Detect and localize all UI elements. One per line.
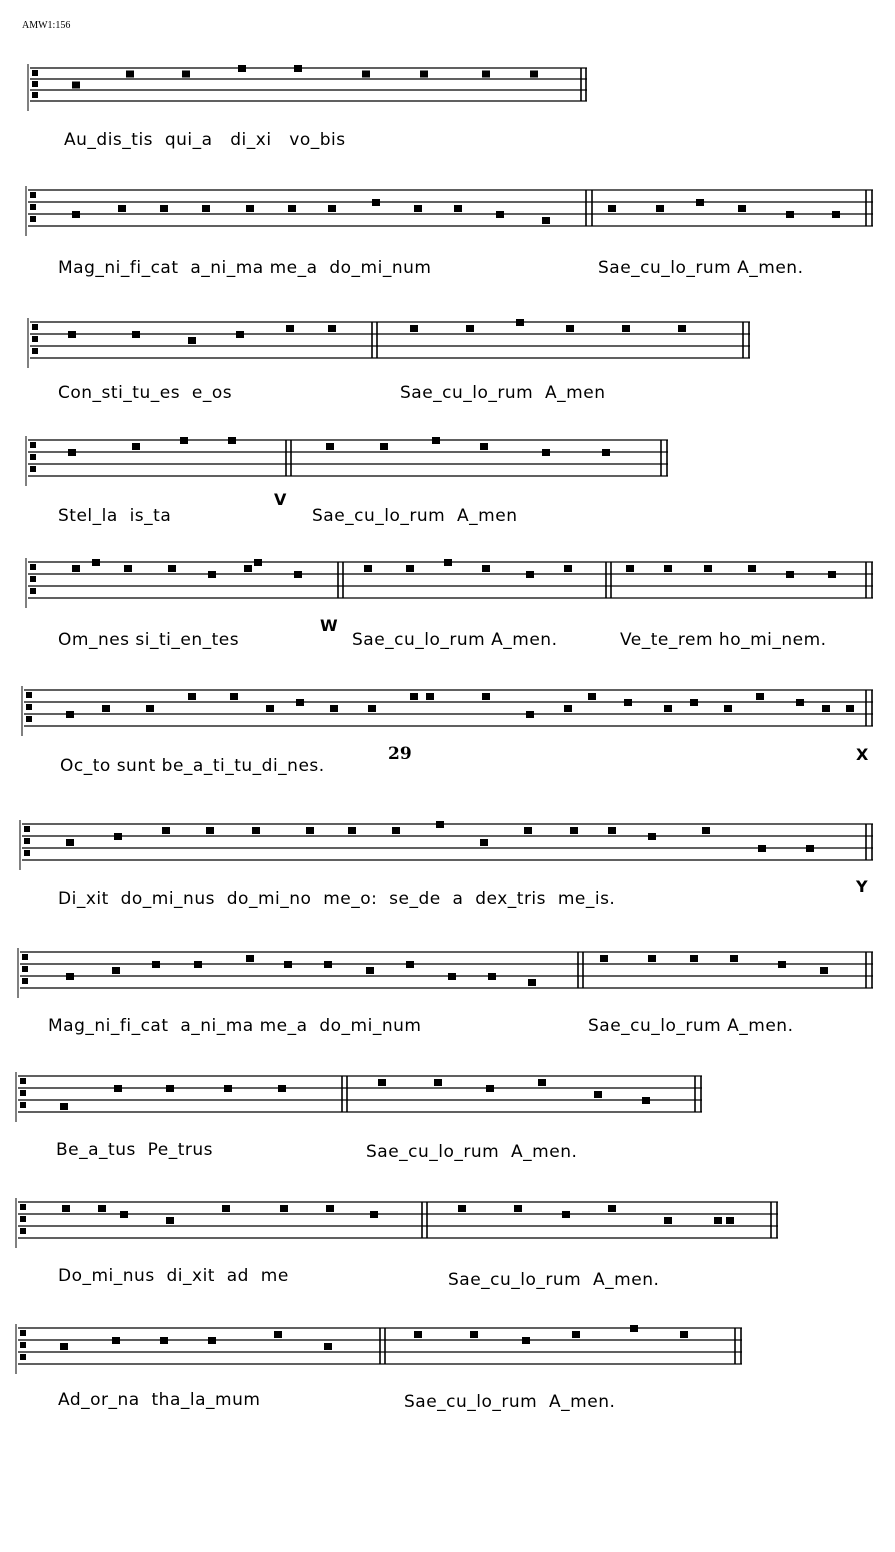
neume-note [280, 1205, 288, 1212]
lyrics-constitues: Con_sti_tu_es e_os [58, 383, 233, 403]
neume-note [480, 443, 488, 450]
neume-note [284, 961, 292, 968]
neume-note [526, 571, 534, 578]
neume-note [246, 955, 254, 962]
neume-note [102, 705, 110, 712]
mark-w: W [320, 616, 338, 635]
c-clef-icon [20, 1354, 26, 1360]
neume-note [168, 565, 176, 572]
neume-note [166, 1085, 174, 1092]
neume-note [68, 449, 76, 456]
c-clef-icon [32, 92, 38, 98]
neume-note [306, 827, 314, 834]
neume-note [160, 1337, 168, 1344]
c-clef-icon [32, 336, 38, 342]
neume-note [294, 571, 302, 578]
c-clef-icon [30, 442, 36, 448]
neume-note [326, 443, 334, 450]
neume-note [714, 1217, 722, 1224]
neume-note [690, 955, 698, 962]
lyrics-saeculorum-3: Sae_cu_lo_rum A_men [312, 506, 518, 526]
neume-note [822, 705, 830, 712]
neume-note [208, 1337, 216, 1344]
neume-note [160, 205, 168, 212]
neume-note [414, 1331, 422, 1338]
neume-note [114, 1085, 122, 1092]
lyrics-saeculorum-8: Sae_cu_lo_rum A_men. [404, 1392, 616, 1412]
neume-note [526, 711, 534, 718]
lyrics-saeculorum-6: Sae_cu_lo_rum A_men. [366, 1142, 578, 1162]
neume-note [380, 443, 388, 450]
neume-note [482, 565, 490, 572]
neume-note [426, 693, 434, 700]
neume-note [60, 1103, 68, 1110]
neume-note [696, 199, 704, 206]
neume-note [324, 961, 332, 968]
neume-note [368, 705, 376, 712]
neume-note [236, 331, 244, 338]
neume-note [230, 693, 238, 700]
c-clef-icon [26, 704, 32, 710]
neume-note [126, 71, 134, 78]
neume-note [224, 1085, 232, 1092]
neume-note [566, 325, 574, 332]
neume-note [542, 217, 550, 224]
neume-note [594, 1091, 602, 1098]
neume-note [222, 1205, 230, 1212]
neume-note [72, 565, 80, 572]
neume-note [730, 955, 738, 962]
neume-note [278, 1085, 286, 1092]
neume-note [514, 1205, 522, 1212]
neume-note [704, 565, 712, 572]
neume-note [244, 565, 252, 572]
neume-note [370, 1211, 378, 1218]
neume-note [572, 1331, 580, 1338]
lyrics-saeculorum-7: Sae_cu_lo_rum A_men. [448, 1270, 660, 1290]
neume-note [608, 1205, 616, 1212]
lyrics-saeculorum-1: Sae_cu_lo_rum A_men. [598, 258, 804, 278]
neume-note [288, 205, 296, 212]
c-clef-icon [20, 1078, 26, 1084]
neume-note [846, 705, 854, 712]
neume-note [194, 961, 202, 968]
neume-note [92, 559, 100, 566]
neume-note [180, 437, 188, 444]
neume-note [608, 827, 616, 834]
neume-note [482, 693, 490, 700]
neume-note [648, 833, 656, 840]
neume-note [364, 565, 372, 572]
neume-note [228, 437, 236, 444]
neume-note [458, 1205, 466, 1212]
lyrics-adorna: Ad_or_na tha_la_mum [58, 1390, 261, 1410]
neume-note [542, 449, 550, 456]
neume-note [406, 961, 414, 968]
neume-note [562, 1211, 570, 1218]
c-clef-icon [32, 348, 38, 354]
neume-note [120, 1211, 128, 1218]
neume-note [486, 1085, 494, 1092]
neume-note [330, 705, 338, 712]
c-clef-icon [20, 1216, 26, 1222]
neume-note [758, 845, 766, 852]
neume-note [372, 199, 380, 206]
c-clef-icon [20, 1090, 26, 1096]
lyrics-magnificat-1: Mag_ni_fi_cat a_ni_ma me_a do_mi_num [58, 258, 432, 278]
neume-note [690, 699, 698, 706]
lyrics-dixit: Di_xit do_mi_nus do_mi_no me_o: se_de a dex_tris me_is. [58, 889, 616, 909]
neume-note [832, 211, 840, 218]
neume-note [748, 565, 756, 572]
neume-note [266, 705, 274, 712]
neume-note [648, 955, 656, 962]
neume-note [466, 325, 474, 332]
lyrics-stella: Stel_la is_ta [58, 506, 172, 526]
neume-note [124, 565, 132, 572]
mark-v: V [274, 490, 287, 509]
neume-note [72, 82, 80, 89]
c-clef-icon [30, 576, 36, 582]
c-clef-icon [26, 692, 32, 698]
neume-note [528, 979, 536, 986]
neume-note [406, 565, 414, 572]
neume-note [112, 967, 120, 974]
neume-note [208, 571, 216, 578]
c-clef-icon [32, 324, 38, 330]
neume-note [570, 827, 578, 834]
neume-note [246, 205, 254, 212]
lyrics-beatus: Be_a_tus Pe_trus [56, 1140, 214, 1160]
c-clef-icon [24, 850, 30, 856]
c-clef-icon [20, 1228, 26, 1234]
neume-note [328, 205, 336, 212]
neume-note [470, 1331, 478, 1338]
footnote-number-29: 29 [388, 744, 412, 764]
neume-note [348, 827, 356, 834]
neume-note [252, 827, 260, 834]
c-clef-icon [26, 716, 32, 722]
neume-note [410, 693, 418, 700]
neume-note [436, 821, 444, 828]
neume-note [66, 711, 74, 718]
neume-note [564, 565, 572, 572]
neume-note [786, 211, 794, 218]
c-clef-icon [30, 204, 36, 210]
neume-note [206, 827, 214, 834]
neume-note [432, 437, 440, 444]
c-clef-icon [30, 588, 36, 594]
neume-note [328, 325, 336, 332]
neume-note [496, 211, 504, 218]
neume-note [434, 1079, 442, 1086]
neume-note [516, 319, 524, 326]
neume-note [166, 1217, 174, 1224]
neume-note [678, 325, 686, 332]
neume-note [602, 449, 610, 456]
neume-note [564, 705, 572, 712]
neume-note [622, 325, 630, 332]
lyrics-veterem: Ve_te_rem ho_mi_nem. [620, 630, 827, 650]
neume-note [664, 1217, 672, 1224]
neume-note [274, 1331, 282, 1338]
neume-note [820, 967, 828, 974]
neume-note [626, 565, 634, 572]
neume-note [680, 1331, 688, 1338]
neume-note [378, 1079, 386, 1086]
lyrics-saeculorum-5: Sae_cu_lo_rum A_men. [588, 1016, 794, 1036]
mark-y: Y [856, 877, 868, 896]
neume-note [162, 827, 170, 834]
neume-note [324, 1343, 332, 1350]
c-clef-icon [32, 81, 38, 87]
neume-note [62, 1205, 70, 1212]
lyrics-omnes: Om_nes si_ti_en_tes [58, 630, 240, 650]
neume-note [448, 973, 456, 980]
neume-note [724, 705, 732, 712]
neume-note [254, 559, 262, 566]
neume-note [630, 1325, 638, 1332]
neume-note [146, 705, 154, 712]
c-clef-icon [20, 1204, 26, 1210]
c-clef-icon [20, 1342, 26, 1348]
lyrics-audistis: Au_dis_tis qui_a di_xi vo_bis [64, 130, 346, 150]
c-clef-icon [22, 954, 28, 960]
neume-note [414, 205, 422, 212]
neume-note [524, 827, 532, 834]
c-clef-icon [30, 454, 36, 460]
neume-note [656, 205, 664, 212]
neume-note [392, 827, 400, 834]
neume-note [286, 325, 294, 332]
c-clef-icon [30, 192, 36, 198]
neume-note [726, 1217, 734, 1224]
neume-note [806, 845, 814, 852]
neume-note [118, 205, 126, 212]
neume-note [444, 559, 452, 566]
c-clef-icon [22, 966, 28, 972]
lyrics-octo: Oc_to sunt be_a_ti_tu_di_nes. [60, 756, 325, 776]
neume-note [702, 827, 710, 834]
neume-note [756, 693, 764, 700]
neume-note [188, 337, 196, 344]
neume-note [114, 833, 122, 840]
neume-note [202, 205, 210, 212]
neume-note [600, 955, 608, 962]
neume-note [420, 71, 428, 78]
c-clef-icon [30, 466, 36, 472]
neume-note [66, 839, 74, 846]
lyrics-dominus: Do_mi_nus di_xit ad me [58, 1266, 289, 1286]
lyrics-magnificat-2: Mag_ni_fi_cat a_ni_ma me_a do_mi_num [48, 1016, 422, 1036]
neume-note [642, 1097, 650, 1104]
neume-note [132, 331, 140, 338]
neume-note [522, 1337, 530, 1344]
neume-note [480, 839, 488, 846]
neume-note [588, 693, 596, 700]
neume-note [738, 205, 746, 212]
neume-note [98, 1205, 106, 1212]
neume-note [188, 693, 196, 700]
neume-note [366, 967, 374, 974]
c-clef-icon [20, 1330, 26, 1336]
c-clef-icon [30, 564, 36, 570]
neume-note [152, 961, 160, 968]
lyrics-saeculorum-4: Sae_cu_lo_rum A_men. [352, 630, 558, 650]
c-clef-icon [22, 978, 28, 984]
neume-note [664, 705, 672, 712]
neume-note [410, 325, 418, 332]
neume-note [778, 961, 786, 968]
neume-note [530, 71, 538, 78]
neume-note [72, 211, 80, 218]
neume-note [326, 1205, 334, 1212]
neume-note [238, 65, 246, 72]
neume-note [66, 973, 74, 980]
neume-note [294, 65, 302, 72]
neume-note [454, 205, 462, 212]
c-clef-icon [32, 70, 38, 76]
c-clef-icon [24, 826, 30, 832]
neume-note [182, 71, 190, 78]
mark-x: X [856, 745, 869, 764]
neume-note [482, 71, 490, 78]
neume-note [112, 1337, 120, 1344]
neume-note [68, 331, 76, 338]
c-clef-icon [30, 216, 36, 222]
neume-note [488, 973, 496, 980]
neume-note [132, 443, 140, 450]
neume-note [624, 699, 632, 706]
lyrics-saeculorum-2: Sae_cu_lo_rum A_men [400, 383, 606, 403]
c-clef-icon [24, 838, 30, 844]
neume-note [664, 565, 672, 572]
c-clef-icon [20, 1102, 26, 1108]
neume-note [828, 571, 836, 578]
neume-note [362, 71, 370, 78]
page-reference: AMW1:156 [22, 20, 71, 31]
neume-note [60, 1343, 68, 1350]
neume-note [608, 205, 616, 212]
neume-note [538, 1079, 546, 1086]
neume-note [296, 699, 304, 706]
neume-note [796, 699, 804, 706]
neume-note [786, 571, 794, 578]
